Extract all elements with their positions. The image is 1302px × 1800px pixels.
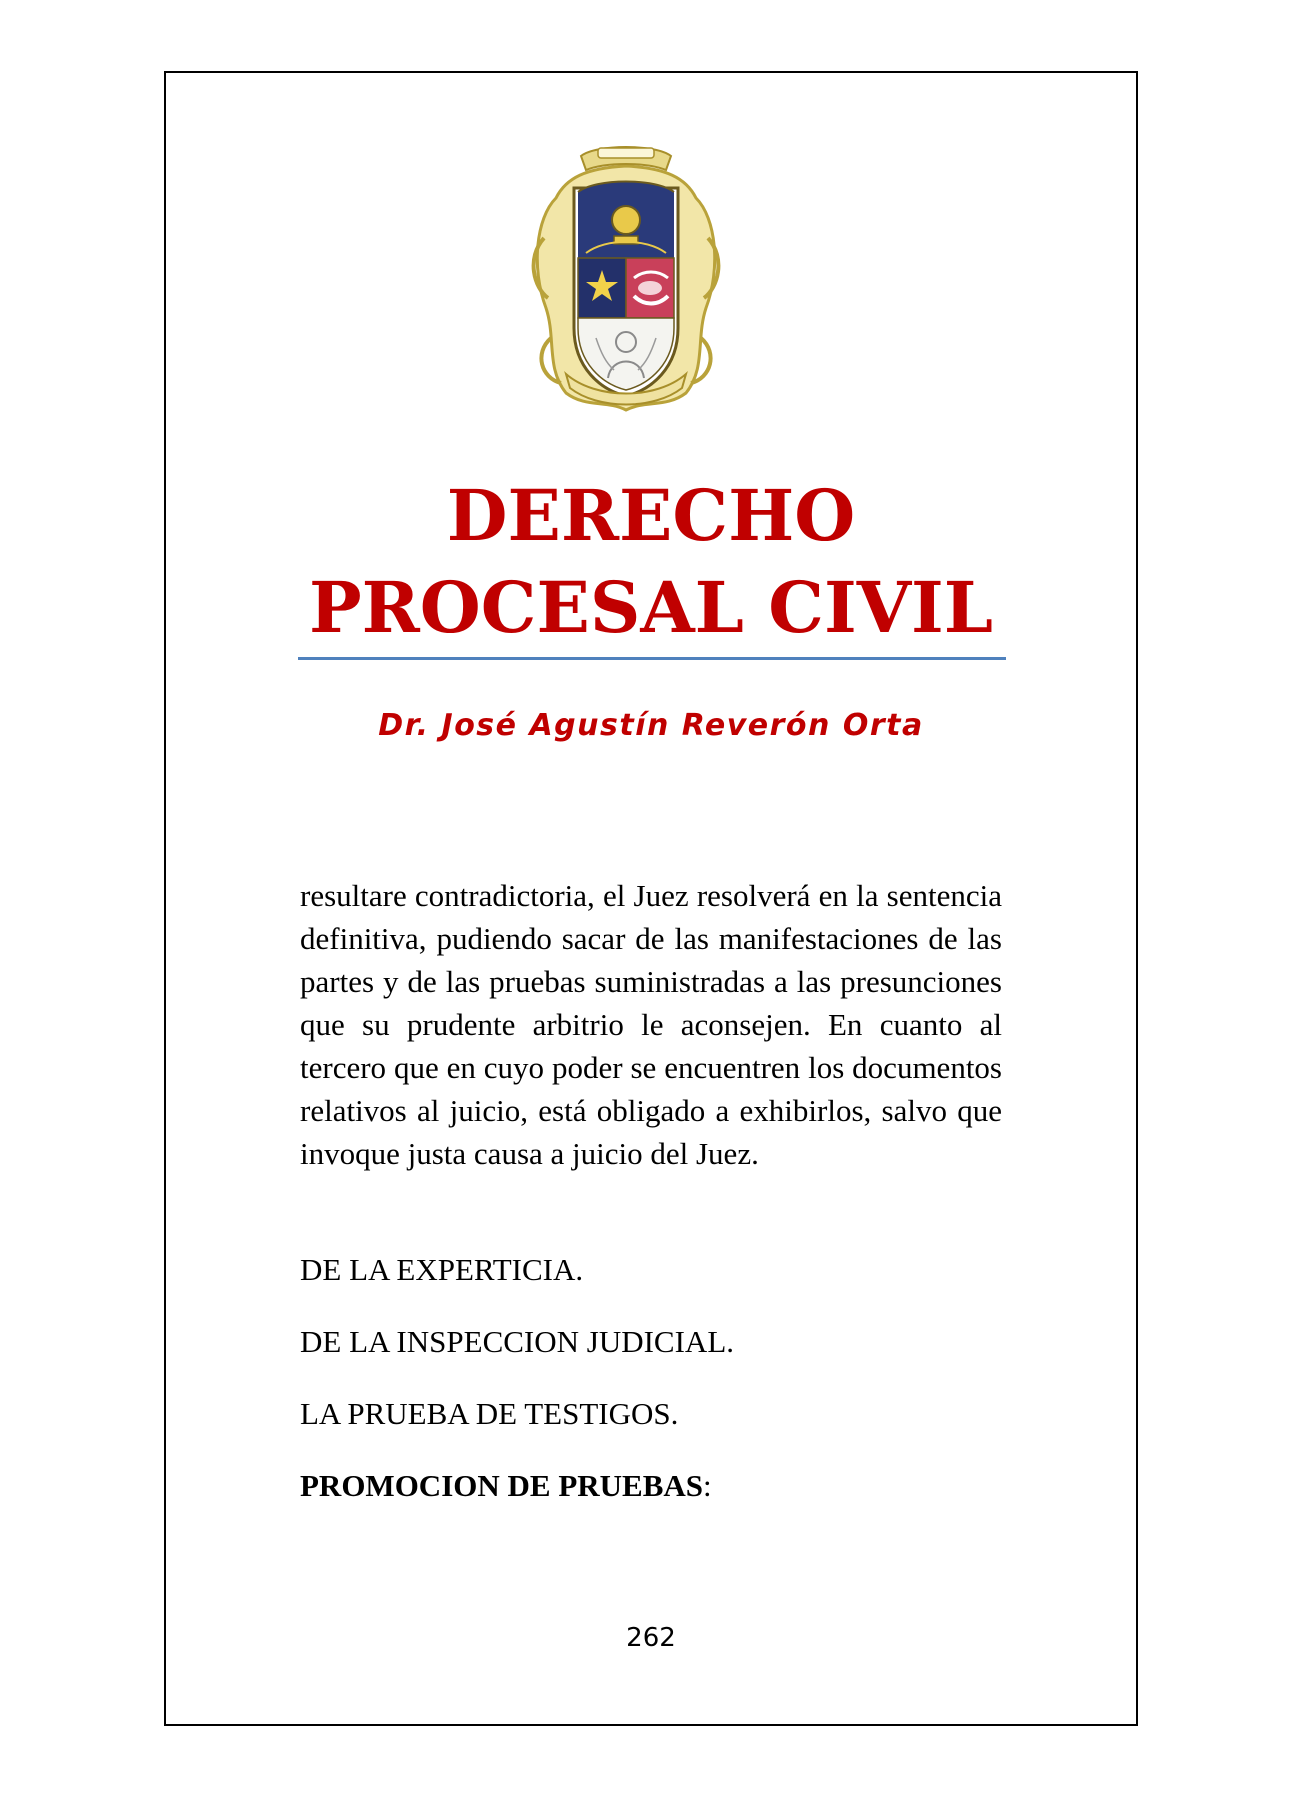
section-heading-inspeccion: DE LA INSPECCION JUDICIAL. (300, 1324, 734, 1359)
section-heading-promocion-bold: PROMOCION DE PRUEBAS (300, 1468, 704, 1503)
title-divider (298, 657, 1006, 660)
title-line-1: DERECHO (446, 474, 856, 557)
section-heading-promocion-colon: : (703, 1468, 712, 1503)
section-heading-promocion (300, 1466, 1002, 1506)
university-crest-icon (526, 138, 726, 418)
author-name: Dr. José Agustín Reverón Orta (378, 708, 924, 743)
section-heading-experticia: DE LA EXPERTICIA. (300, 1252, 584, 1287)
section-heading-testigos: LA PRUEBA DE TESTIGOS. (300, 1396, 679, 1431)
body-paragraph: resultare contradictoria, el Juez resolverá en la sentencia definitiva, pudiendo sacar de las manifestaciones de las partes y de las pruebas suministradas a las presunciones que su prudente arbitrio le aconsejen. En cuanto al tercero que en cuyo poder se encuentren los documentos relativos al juicio, está obligado a exhibirlos, salvo que invoque justa causa a juicio del Juez. (300, 878, 1002, 1171)
title-line-2: PROCESAL CIVIL (308, 566, 994, 649)
page-number: 262 (626, 1623, 676, 1653)
